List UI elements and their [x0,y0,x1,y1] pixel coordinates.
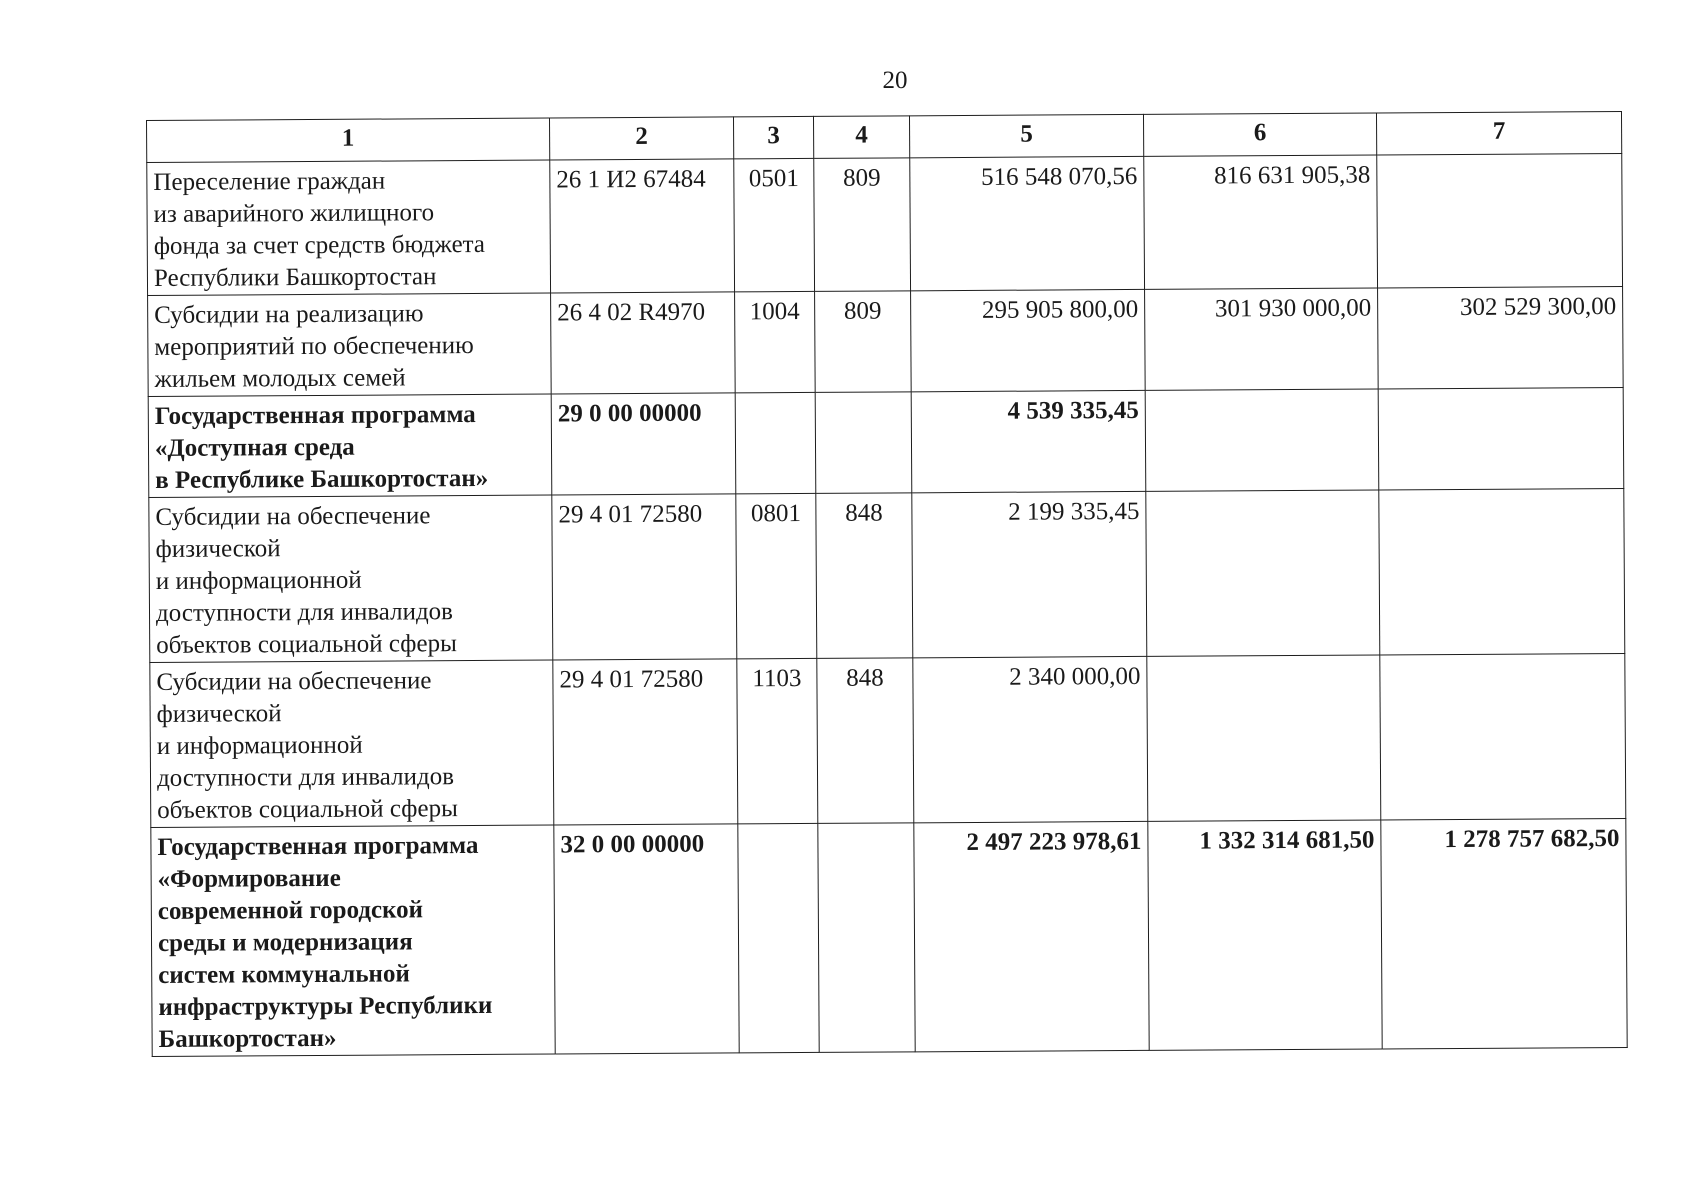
row-amount-6-cell: 1 332 314 681,50 [1148,820,1382,1050]
row-group-cell: 848 [817,658,914,824]
row-name-line: объектов социальной сферы [156,630,457,659]
row-name-line: и информационной [155,566,362,595]
row-group-cell [815,392,912,494]
row-name-line: Субсидии на обеспечение [155,502,431,531]
table-row-program [151,818,1627,1056]
row-code-cell: 29 0 00 00000 [551,393,736,495]
row-name-line: объектов социальной сферы [157,795,458,824]
row-name-cell [150,660,554,827]
row-name-line: Башкортостан» [158,1024,337,1053]
row-section-cell: 1103 [737,658,818,823]
row-name-line: «Доступная среда [154,433,355,462]
row-amount-5-cell: 2 199 335,45 [912,491,1147,657]
column-header-1: 1 [147,118,550,162]
table-row [147,153,1623,295]
row-group-cell: 809 [814,158,911,292]
row-section-cell: 1004 [735,291,816,392]
row-name-cell [148,293,552,396]
row-name-line: Республики Башкортостан [153,263,437,292]
table-row [148,286,1624,396]
row-name-line: Государственная программа [154,400,476,430]
row-name-line: из аварийного жилищного [153,199,435,228]
row-amount-7-cell [1379,488,1625,654]
row-name-line: систем коммунальной [158,960,410,989]
budget-table [146,111,1628,1057]
row-name-line: и информационной [156,731,363,760]
row-amount-7-cell: 302 529 300,00 [1378,286,1624,388]
row-amount-5-cell: 295 905 800,00 [911,289,1146,391]
row-amount-6-cell: 816 631 905,38 [1144,155,1378,289]
column-header-7: 7 [1376,111,1621,154]
column-header-4: 4 [813,116,909,159]
row-name-cell [147,160,551,295]
row-name-line: инфраструктуры Республики [158,991,493,1021]
row-amount-5-cell: 2 340 000,00 [913,656,1148,822]
row-amount-5-cell: 2 497 223 978,61 [914,821,1149,1051]
row-name-line: доступности для инвалидов [156,763,455,792]
row-group-cell: 809 [815,291,912,393]
row-amount-7-cell [1380,653,1626,819]
column-header-2: 2 [549,117,733,160]
row-code-cell: 29 4 01 72580 [553,659,738,825]
row-name-line: в Республике Башкортостан» [155,464,489,494]
row-name-line: Государственная программа [157,831,479,861]
row-name-line: среды и модернизация [157,928,413,957]
row-name-cell [149,495,553,662]
page-number: 20 [882,67,908,94]
row-amount-6-cell [1147,655,1381,821]
row-name-line: физической [156,700,282,728]
table-row [150,653,1626,827]
column-header-6: 6 [1143,113,1376,156]
row-name-line: Переселение граждан [153,167,386,196]
row-name-line: «Формирование [157,864,341,893]
row-name-line: Субсидии на обеспечение [156,667,432,696]
row-name-line: мероприятий по обеспечению [154,332,474,361]
row-name-line: доступности для инвалидов [155,598,454,627]
row-amount-5-cell: 4 539 335,45 [911,390,1146,492]
row-code-cell: 26 1 И2 67484 [550,159,735,293]
column-header-5: 5 [909,114,1143,157]
row-name-cell [148,394,552,497]
row-code-cell: 29 4 01 72580 [552,494,737,660]
row-section-cell [735,392,816,493]
row-section-cell: 0801 [736,493,817,658]
row-amount-5-cell: 516 548 070,56 [910,156,1145,290]
row-name-line: жильем молодых семей [154,364,406,393]
row-name-line: фонда за счет средств бюджета [153,230,486,260]
row-code-cell: 26 4 02 R4970 [551,292,736,394]
row-amount-6-cell [1145,389,1379,491]
row-code-cell: 32 0 00 00000 [554,824,739,1054]
row-name-cell [151,825,555,1056]
row-group-cell [818,823,915,1053]
row-name-line: физической [155,535,281,563]
row-amount-7-cell: 1 278 757 682,50 [1381,818,1627,1048]
row-amount-6-cell [1146,490,1380,656]
row-amount-7-cell [1378,387,1624,489]
row-amount-7-cell [1377,153,1623,287]
row-section-cell [738,823,819,1052]
table-row-program [148,387,1624,497]
column-header-3: 3 [733,116,813,158]
table-row [149,488,1625,662]
row-name-line: Субсидии на реализацию [154,300,424,329]
row-section-cell: 0501 [734,158,815,291]
row-amount-6-cell: 301 930 000,00 [1145,288,1379,390]
row-name-line: современной городской [157,896,424,925]
row-group-cell: 848 [816,493,913,659]
